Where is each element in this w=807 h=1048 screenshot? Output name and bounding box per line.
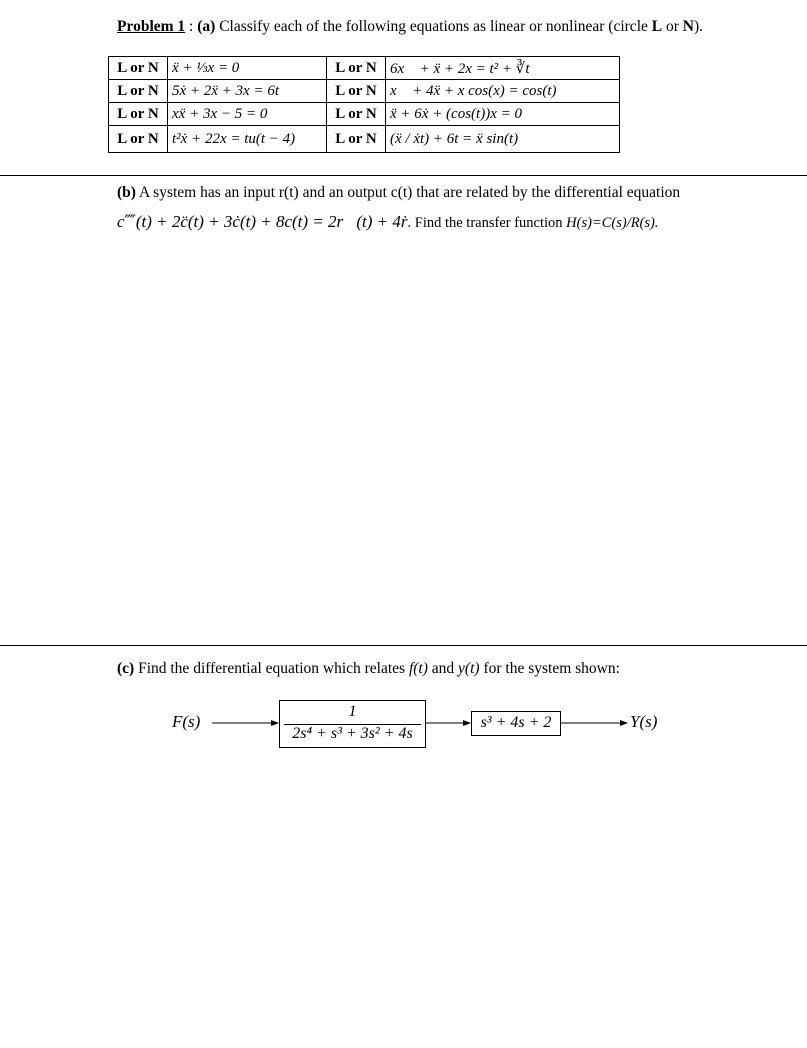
equation-cell: ẍ + ⅓x = 0	[168, 57, 327, 80]
equation-cell: 5ẋ + 2ẍ + 3x = 6t	[168, 80, 327, 103]
choice-cell[interactable]: L or N	[327, 103, 386, 126]
transfer-function: H(s)=C(s)/R(s).	[566, 215, 659, 231]
choice-cell[interactable]: L or N	[109, 103, 168, 126]
heading-l: L	[651, 18, 663, 35]
signal-y: y(t)	[458, 660, 480, 677]
input-label: F(s)	[172, 712, 201, 731]
problem-title: Problem 1	[117, 18, 186, 35]
part-a-label: (a)	[197, 18, 216, 35]
block1-numerator: 1	[348, 703, 357, 720]
block2-expression: s³ + 4s + 2	[480, 714, 552, 731]
part-c-and: and	[427, 660, 459, 677]
choice-cell[interactable]: L or N	[109, 126, 168, 153]
choice-cell[interactable]: L or N	[327, 126, 386, 153]
part-b-label: (b)	[117, 184, 136, 201]
equation-cell: 6x⃛ + ẍ + 2x = t² + ∛t	[386, 57, 620, 80]
equation-cell: t²ẋ + 22x = tu(t − 4)	[168, 126, 327, 153]
heading-end: ).	[693, 18, 704, 35]
output-label: Y(s)	[630, 712, 658, 731]
equation-cell: x⃛ + 4ẍ + x cos(x) = cos(t)	[386, 80, 620, 103]
block1-denominator: 2s⁴ + s³ + 3s² + 4s	[292, 725, 413, 742]
signal-f: f(t)	[408, 660, 428, 677]
plant-block	[279, 700, 426, 748]
choice-cell[interactable]: L or N	[327, 80, 386, 103]
part-c-label: (c)	[117, 660, 135, 677]
heading-text: Classify each of the following equations as linear or nonlinear (circle	[215, 18, 652, 35]
part-b-instruction: . Find the transfer function	[407, 215, 567, 231]
differential-equation: c⁗(t) + 2c̈(t) + 3ċ(t) + 8c(t) = 2r⃛(t) + 4ṙ	[117, 212, 408, 231]
part-c-suffix: for the system shown:	[479, 660, 620, 677]
part-c-prefix: Find the differential equation which relates	[134, 660, 409, 677]
equation-cell: (ẍ / ẋt) + 6t = ẍ sin(t)	[386, 126, 620, 153]
heading-colon: :	[185, 18, 198, 35]
equation-cell: ẍ + 6ẋ + (cos(t))x = 0	[386, 103, 620, 126]
choice-cell[interactable]: L or N	[109, 57, 168, 80]
heading-n: N	[682, 18, 694, 35]
part-b-description: A system has an input r(t) and an output c(t) that are related by the differential equation	[135, 184, 681, 201]
heading-or: or	[662, 18, 683, 35]
equation-cell: xẍ + 3x − 5 = 0	[168, 103, 327, 126]
compensator-block	[471, 711, 561, 736]
choice-cell[interactable]: L or N	[109, 80, 168, 103]
choice-cell[interactable]: L or N	[327, 57, 386, 80]
